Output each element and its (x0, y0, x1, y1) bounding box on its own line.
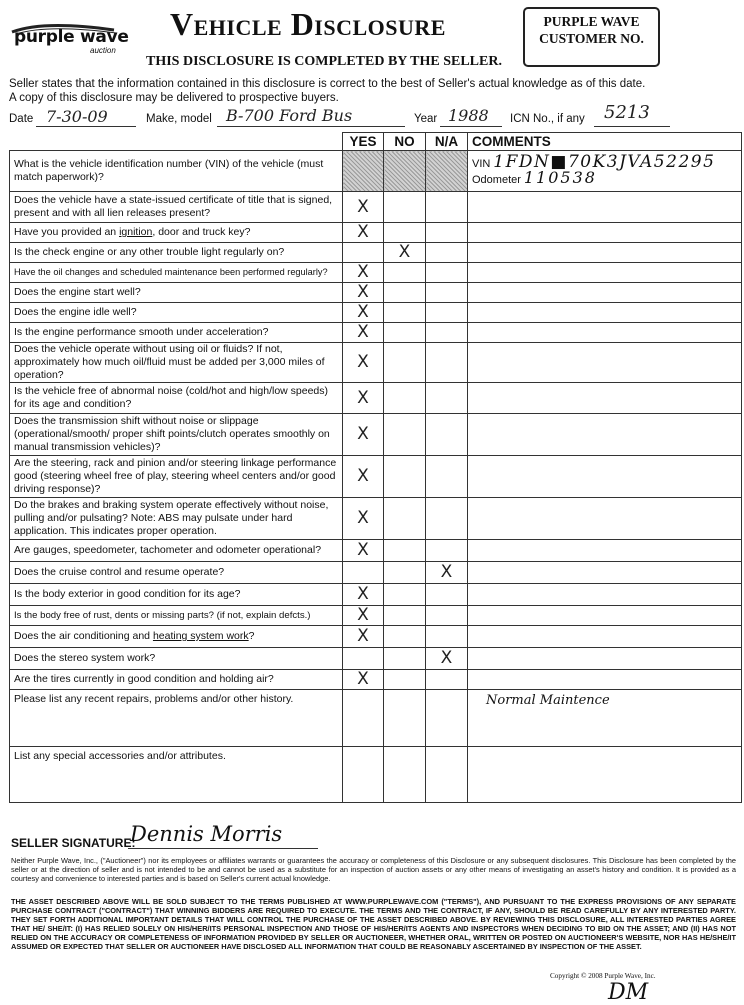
na-checkbox[interactable] (426, 343, 468, 383)
no-checkbox[interactable] (384, 584, 426, 606)
no-checkbox[interactable] (384, 456, 426, 498)
repairs-question: Please list any recent repairs, problems and/or other history. (10, 690, 343, 747)
no-checkbox[interactable] (384, 670, 426, 690)
question-text: Does the cruise control and resume operate? (10, 562, 343, 584)
question-row (10, 670, 742, 690)
question-text: Is the engine performance smooth under acceleration? (10, 323, 343, 343)
question-text: Is the body free of rust, dents or missing parts? (if not, explain defcts.) (10, 606, 343, 626)
repairs-comment-cell[interactable] (468, 690, 742, 747)
question-row (10, 540, 742, 562)
no-checkbox[interactable] (384, 414, 426, 456)
question-row (10, 626, 742, 648)
question-row (10, 283, 742, 303)
no-checkbox[interactable] (384, 562, 426, 584)
na-header: N/A (426, 133, 468, 151)
question-row (10, 456, 742, 498)
na-checkbox[interactable] (426, 223, 468, 243)
no-checkbox[interactable] (384, 626, 426, 648)
yes-checkbox[interactable]: X (343, 626, 384, 648)
na-checkbox[interactable] (426, 456, 468, 498)
yes-checkbox[interactable]: X (343, 343, 384, 383)
question-text: Is the vehicle free of abnormal noise (cold/hot and high/low speeds) for its age and condition? (10, 383, 343, 414)
make-model-field[interactable]: B-700 Ford Bus (226, 106, 353, 125)
intro-text (9, 78, 734, 105)
question-text: Do the brakes and braking system operate effectively without noise, pulling and/or pulsating? Note: ABS may pulsate under hard application. This indicates proper operation. (10, 498, 343, 540)
intro-line1: Seller states that the information contained in this disclosure is correct to the best of Seller's actual knowledge as of this date. (9, 78, 646, 90)
accessories-comment-cell[interactable] (468, 747, 742, 803)
yes-checkbox[interactable]: X (343, 584, 384, 606)
na-checkbox[interactable] (426, 414, 468, 456)
na-checkbox[interactable]: X (426, 648, 468, 670)
no-checkbox[interactable] (384, 498, 426, 540)
seller-initials: DM (608, 980, 649, 1005)
make-model-label: Make, model (146, 113, 212, 125)
comment-cell[interactable] (468, 383, 742, 414)
icn-field[interactable]: 5213 (604, 102, 650, 123)
question-row (10, 414, 742, 456)
yes-cell (343, 690, 384, 747)
question-row (10, 343, 742, 383)
na-checkbox[interactable] (426, 192, 468, 223)
comment-cell[interactable] (468, 263, 742, 283)
no-checkbox[interactable] (384, 303, 426, 323)
odometer-label: Odometer (472, 173, 521, 186)
comment-cell[interactable] (468, 670, 742, 690)
na-checkbox[interactable] (426, 243, 468, 263)
disclaimer-text: Neither Purple Wave, Inc., ("Auctioneer") nor its employees or affiliates warrants or guarantees the accuracy or completeness of this Disclosure or any subsequent disclosures. This Disclosure has been completed by the seller or at the direction of seller and is not intended to be and cannot be used as a substitute for an inspection of auction assets or any other means of investigating an asset's history and condition. It is provided as a courtesy and convenience to interested parties and is based on Seller's current actual knowledge. (11, 856, 736, 883)
yes-checkbox[interactable]: X (343, 670, 384, 690)
comment-cell[interactable] (468, 626, 742, 648)
disclosure-table (9, 132, 742, 803)
year-field[interactable]: 1988 (448, 106, 489, 125)
yes-cell (343, 747, 384, 803)
vin-comment-cell (468, 151, 742, 192)
comment-cell[interactable] (468, 323, 742, 343)
no-checkbox[interactable] (384, 540, 426, 562)
question-text: Have you provided an ignition, door and truck key? (10, 223, 343, 243)
question-row (10, 323, 742, 343)
no-cell (384, 747, 426, 803)
no-cell (384, 690, 426, 747)
logo-sub: auction (90, 46, 116, 55)
yes-checkbox[interactable] (343, 648, 384, 670)
odometer-field[interactable]: 110538 (523, 167, 597, 187)
comment-cell[interactable] (468, 456, 742, 498)
icn-label: ICN No., if any (510, 113, 585, 125)
na-checkbox[interactable] (426, 283, 468, 303)
copyright-text: Copyright © 2008 Purple Wave, Inc. (550, 972, 656, 980)
accessories-question: List any special accessories and/or attributes. (10, 747, 343, 803)
yes-header: YES (343, 133, 384, 151)
comment-cell[interactable] (468, 343, 742, 383)
no-checkbox[interactable] (384, 606, 426, 626)
question-text: Does the vehicle have a state-issued certificate of title that is signed, present and with all lien releases present? (10, 192, 343, 223)
yes-checkbox[interactable]: X (343, 414, 384, 456)
comment-cell[interactable] (468, 648, 742, 670)
year-label: Year (414, 113, 438, 125)
na-checkbox[interactable] (426, 263, 468, 283)
yes-checkbox[interactable]: X (343, 606, 384, 626)
question-row (10, 606, 742, 626)
intro-line2: A copy of this disclosure may be delivered to prospective buyers. (9, 91, 339, 104)
no-checkbox[interactable] (384, 192, 426, 223)
na-checkbox[interactable] (426, 323, 468, 343)
vin-question: What is the vehicle identification number (VIN) of the vehicle (must match paperwork)? (10, 151, 343, 192)
question-row (10, 383, 742, 414)
na-checkbox[interactable] (426, 303, 468, 323)
yes-checkbox[interactable]: X (343, 498, 384, 540)
question-text: Does the stereo system work? (10, 648, 343, 670)
na-checkbox[interactable] (426, 498, 468, 540)
question-row (10, 263, 742, 283)
comment-cell[interactable] (468, 192, 742, 223)
na-checkbox[interactable] (426, 670, 468, 690)
comment-cell[interactable] (468, 223, 742, 243)
handwritten-underline: heating system work (152, 630, 249, 642)
date-label: Date (9, 113, 34, 125)
yes-checkbox[interactable] (343, 562, 384, 584)
page-title: Vehicle Disclosure (170, 6, 446, 42)
na-checkbox[interactable] (426, 606, 468, 626)
question-row (10, 243, 742, 263)
question-row (10, 498, 742, 540)
vin-row (10, 151, 742, 192)
na-cell (426, 690, 468, 747)
question-row (10, 584, 742, 606)
shaded-cell (343, 151, 384, 192)
signature-label: SELLER SIGNATURE: (11, 836, 136, 850)
comment-cell[interactable] (468, 243, 742, 263)
date-field[interactable]: 7-30-09 (46, 107, 108, 126)
question-header (10, 133, 343, 151)
question-row (10, 562, 742, 584)
no-checkbox[interactable] (384, 648, 426, 670)
question-text: Does the engine start well? (10, 283, 343, 303)
comment-cell[interactable] (468, 414, 742, 456)
yes-checkbox[interactable]: X (343, 283, 384, 303)
na-checkbox[interactable] (426, 584, 468, 606)
terms-text: THE ASSET DESCRIBED ABOVE WILL BE SOLD SUBJECT TO THE TERMS PUBLISHED AT WWW.PURPLEWAVE.COM ("TERMS"), AND PURSUANT TO THE EXPRESS PROVISIONS OF ANY SEPARATE PURCHASE CONTRACT ("CONTRACT") THAT WINNING BIDDERS ARE REQUIRED TO EXECUTE. THE TERMS AND THE CONTRACT, IF ANY, SHOULD BE READ CAREFULLY BY ANY INTERESTED PARTY. THEY SET FORTH ADDITIONAL IMPORTANT DETAILS THAT WILL CONTROL THE PURCHASE OF THE ASSET DESCRIBED ABOVE. BY REVIEWING THIS DISCLOSURE, ALL INTERESTED PARTIES AGREE THAT HE/ SHE/IT: (I) HAS RELIED SOLELY ON HIS/HER/ITS PERSONAL INSPECTION AND THOSE OF HIS/HER/ITS AGENTS AND INSPECTORS WHEN DECIDING TO BID ON THE ASSET; AND (II) HAS NOT RELIED ON THE ACCURACY OR COMPLETENESS OF INFORMATION PROVIDED BY SELLER OR AUCTIONEER, WHETHER ORAL, WRITTEN OR POSTED ON AUCTIONEER'S WEBSITE, NOR HAS HE/SHE/IT ASSUMED OR EXPECTED THAT SELLER OR AUCTIONEER HAVE DISCLOSED ALL INFORMATION THAT COULD BE REASONABLY ASCERTAINED BY INSPECTION OF THE ASSET. (11, 897, 736, 951)
vin-label: VIN (472, 157, 491, 170)
na-cell (426, 747, 468, 803)
no-checkbox[interactable] (384, 263, 426, 283)
comment-cell[interactable] (468, 303, 742, 323)
customer-number-box (523, 7, 660, 67)
table-header-row (10, 133, 742, 151)
question-text: Does the transmission shift without noise or slippage (operational/smooth/ proper shift points/clutch operates smoothly on manual transmission vehicles)? (10, 414, 343, 456)
page-subtitle: THIS DISCLOSURE IS COMPLETED BY THE SELLER. (146, 54, 502, 69)
vin-field[interactable]: 1FDN■70K3JVA52295 (493, 151, 716, 172)
comments-header: COMMENTS (468, 133, 742, 151)
question-text: Is the check engine or any other trouble light regularly on? (10, 243, 343, 263)
no-checkbox[interactable] (384, 223, 426, 243)
shaded-cell (384, 151, 426, 192)
customer-box-line1: PURPLE WAVE (543, 14, 640, 29)
comment-cell[interactable] (468, 584, 742, 606)
customer-box-line2: CUSTOMER NO. (539, 31, 644, 46)
no-header: NO (384, 133, 426, 151)
no-checkbox[interactable] (384, 383, 426, 414)
comment-cell[interactable] (468, 540, 742, 562)
repairs-row (10, 690, 742, 747)
yes-checkbox[interactable]: X (343, 263, 384, 283)
question-text: Does the engine idle well? (10, 303, 343, 323)
comment-cell[interactable] (468, 283, 742, 303)
no-checkbox[interactable] (384, 283, 426, 303)
question-row (10, 223, 742, 243)
no-checkbox[interactable] (384, 343, 426, 383)
yes-checkbox[interactable]: X (343, 540, 384, 562)
question-row (10, 648, 742, 670)
question-text: Have the oil changes and scheduled maintenance been performed regularly? (10, 263, 343, 283)
question-text: Is the body exterior in good condition for its age? (10, 584, 343, 606)
repairs-comment: Normal Maintence (486, 693, 610, 708)
seller-signature[interactable]: Dennis Morris (130, 822, 283, 846)
yes-checkbox[interactable]: X (343, 192, 384, 223)
na-checkbox[interactable] (426, 540, 468, 562)
question-text: Does the vehicle operate without using oil or fluids? If not, approximately how much oil/fluid must be added per 3,000 miles of operation? (10, 343, 343, 383)
yes-checkbox[interactable]: X (343, 383, 384, 414)
comment-cell[interactable] (468, 498, 742, 540)
yes-checkbox[interactable]: X (343, 303, 384, 323)
comment-cell[interactable] (468, 606, 742, 626)
yes-checkbox[interactable]: X (343, 456, 384, 498)
yes-checkbox[interactable] (343, 243, 384, 263)
question-text: Does the air conditioning and heating system work? (10, 626, 343, 648)
logo-text: purple wave (14, 27, 129, 47)
questions-body (10, 192, 742, 690)
yes-checkbox[interactable]: X (343, 223, 384, 243)
question-text: Are the tires currently in good condition and holding air? (10, 670, 343, 690)
question-row (10, 192, 742, 223)
no-checkbox[interactable] (384, 323, 426, 343)
question-text: Are the steering, rack and pinion and/or steering linkage performance good (steering wheel free of play, steering wheel centers and/or good driving response)? (10, 456, 343, 498)
question-text: Are gauges, speedometer, tachometer and odometer operational? (10, 540, 343, 562)
na-checkbox[interactable] (426, 626, 468, 648)
yes-checkbox[interactable]: X (343, 323, 384, 343)
shaded-cell (426, 151, 468, 192)
na-checkbox[interactable]: X (426, 562, 468, 584)
purple-wave-logo (4, 22, 134, 58)
na-checkbox[interactable] (426, 383, 468, 414)
comment-cell[interactable] (468, 562, 742, 584)
question-row (10, 303, 742, 323)
handwritten-underline: ignition (119, 226, 153, 238)
no-checkbox[interactable]: X (384, 243, 426, 263)
accessories-row (10, 747, 742, 803)
